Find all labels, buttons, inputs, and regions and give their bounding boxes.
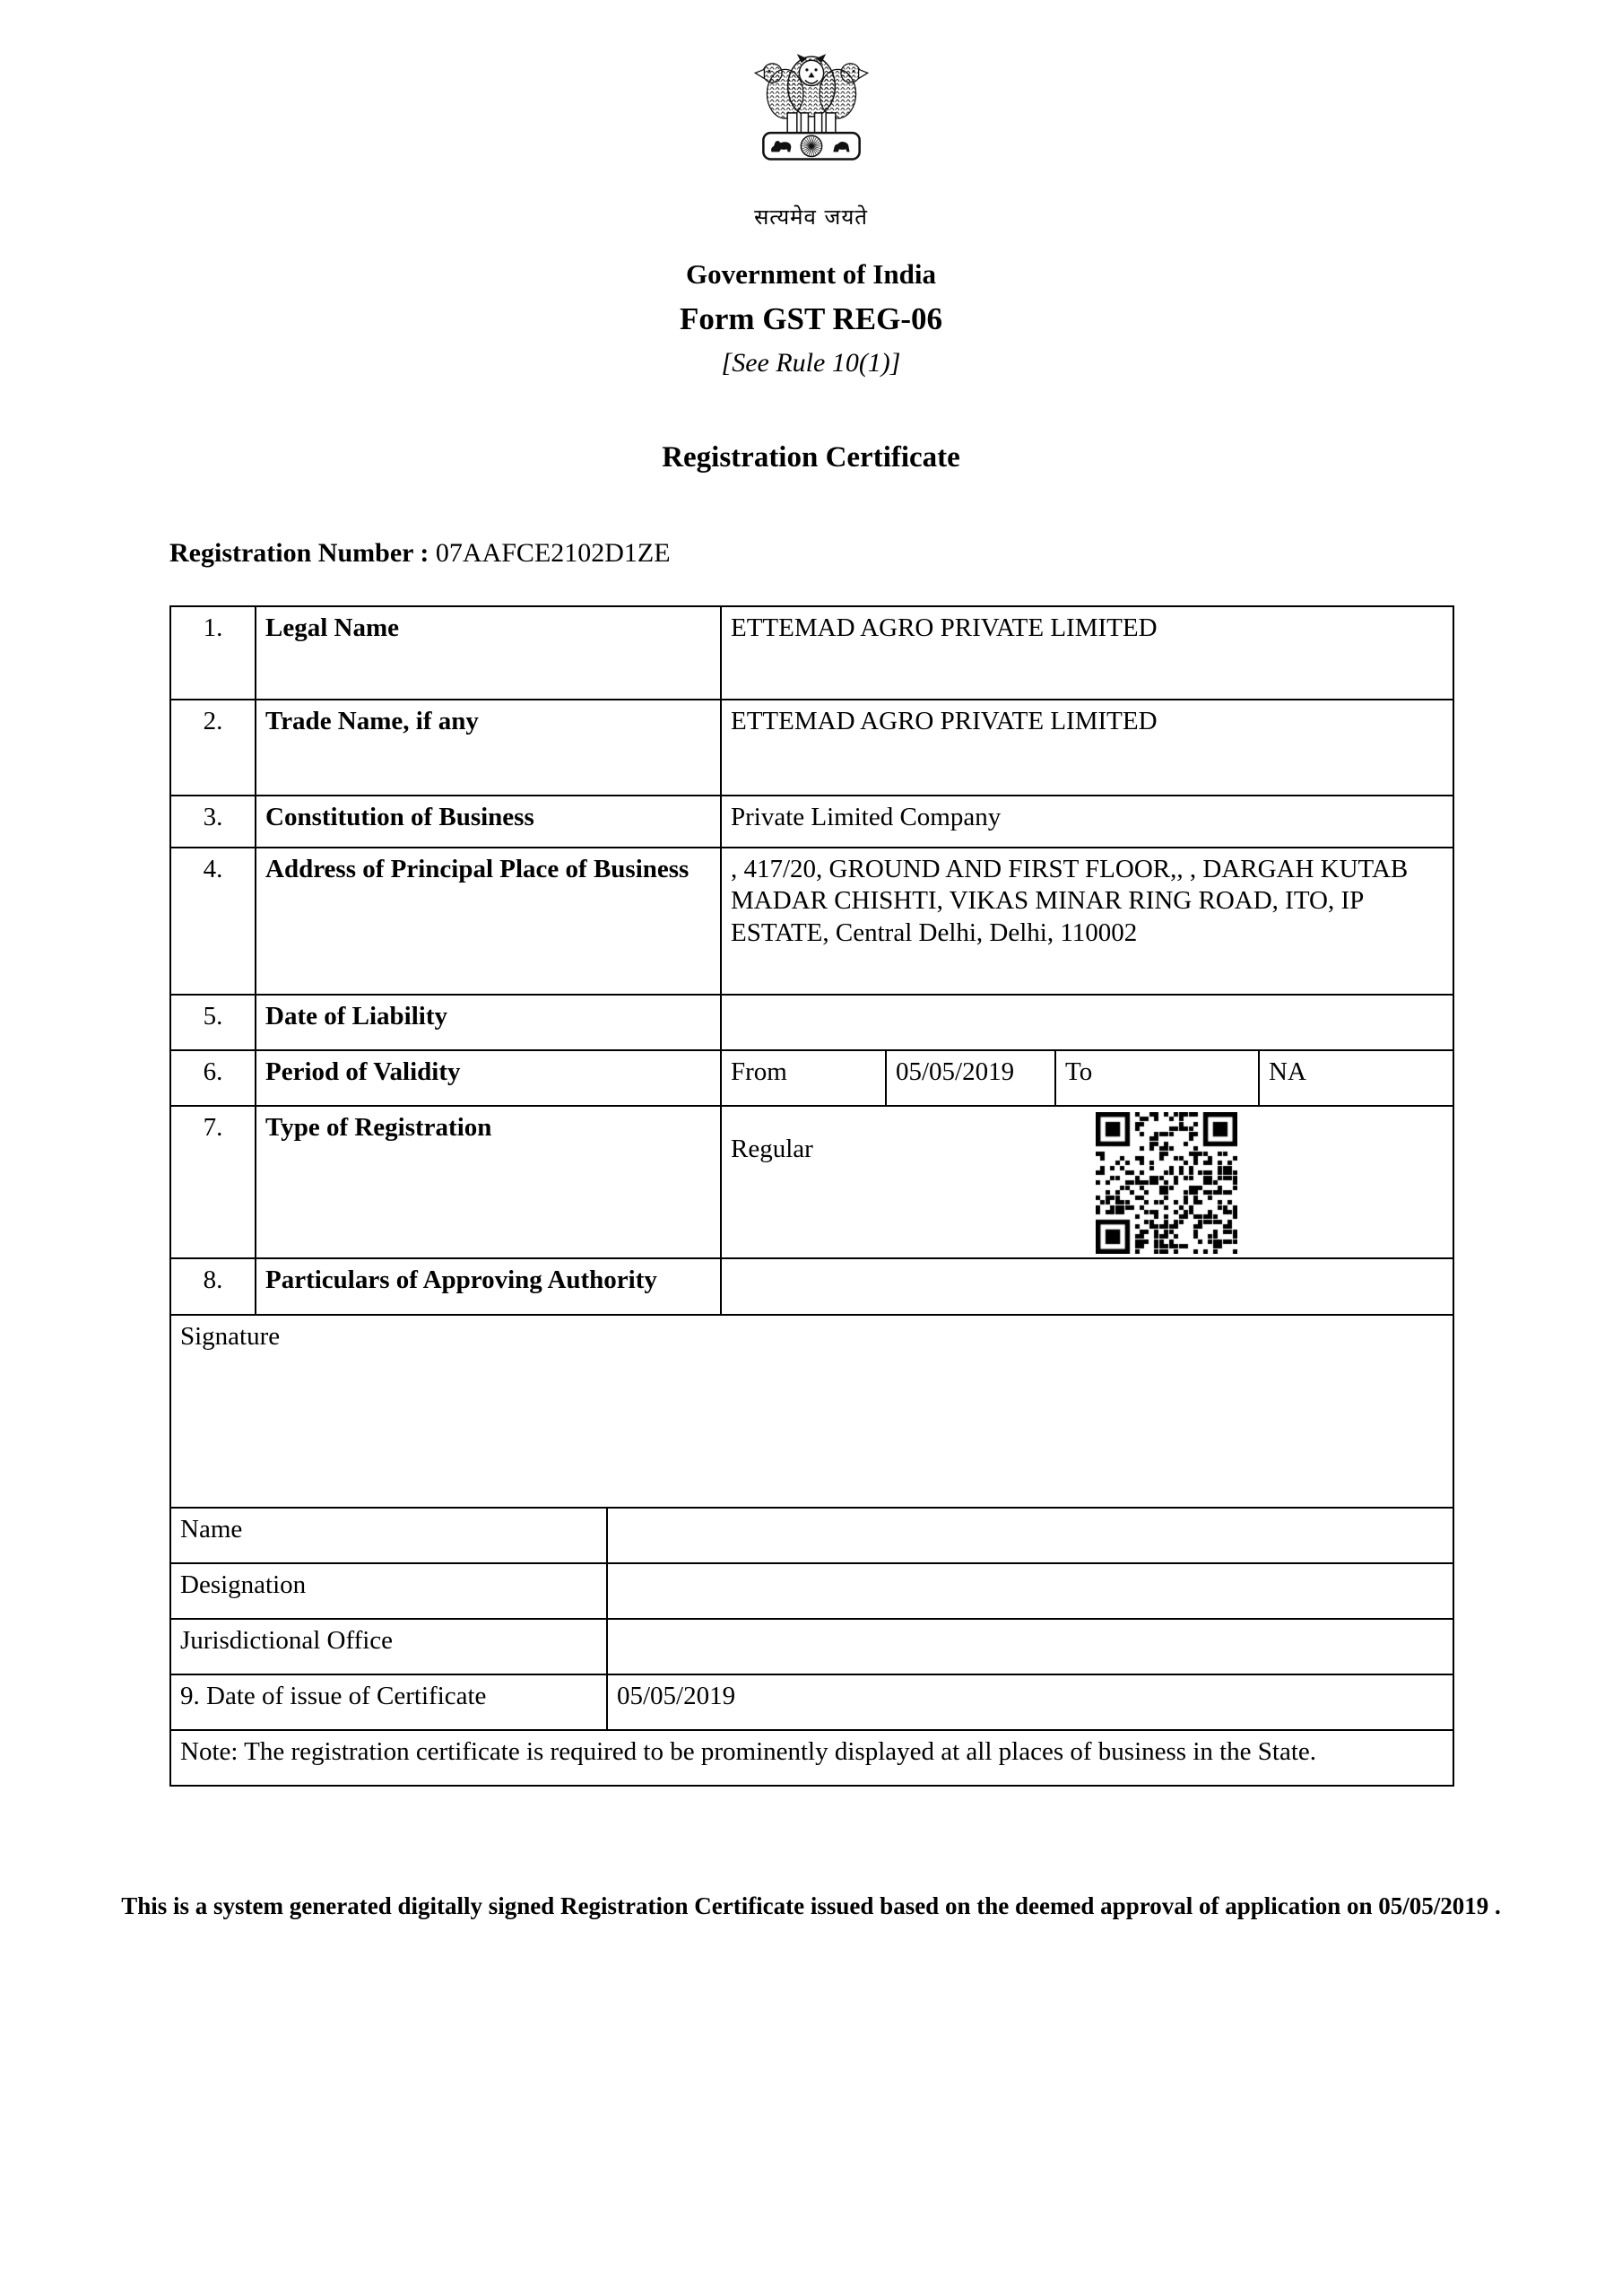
- table-row-constitution: [170, 796, 1453, 848]
- constitution-sno: 3.: [170, 796, 256, 848]
- certificate-title: Registration Certificate: [662, 441, 960, 474]
- designation-value: [607, 1563, 1453, 1619]
- name-value: [607, 1508, 1453, 1563]
- emblem-block: [0, 45, 1622, 231]
- approving-authority-label: Particulars of Approving Authority: [256, 1258, 721, 1315]
- trade-name-value: ETTEMAD AGRO PRIVATE LIMITED: [721, 700, 1453, 796]
- type-of-registration-sno: 7.: [170, 1106, 256, 1258]
- validity-from-value: 05/05/2019: [886, 1050, 1055, 1106]
- table-row-name: [170, 1508, 1453, 1563]
- table-row-designation: [170, 1563, 1453, 1619]
- table-row-legal-name: [170, 606, 1453, 700]
- emblem-motto: सत्यमेव जयते: [754, 204, 868, 230]
- validity-from-label: From: [721, 1050, 886, 1106]
- qr-code: [1096, 1112, 1237, 1254]
- date-of-issue-value: 05/05/2019: [607, 1674, 1453, 1730]
- period-of-validity-label: Period of Validity: [256, 1050, 721, 1106]
- system-generated-statement: This is a system generated digitally signed Registration Certificate issued based on the deemed approval of application on 05/05/2019 .: [121, 1892, 1501, 1919]
- table-row-period-of-validity: [170, 1050, 1453, 1106]
- address-value: , 417/20, GROUND AND FIRST FLOOR,, , DARGAH KUTAB MADAR CHISHTI, VIKAS MINAR RING ROAD, ITO, IP ESTATE, Central Delhi, Delhi, 110002: [721, 848, 1453, 995]
- period-of-validity-sno: 6.: [170, 1050, 256, 1106]
- note-text: Note: The registration certificate is required to be prominently displayed at all places of business in the State.: [170, 1730, 1453, 1786]
- address-sno: 4.: [170, 848, 256, 995]
- constitution-label: Constitution of Business: [256, 796, 721, 848]
- legal-name-sno: 1.: [170, 606, 256, 700]
- approving-authority-sno: 8.: [170, 1258, 256, 1315]
- certificate-table: [169, 605, 1454, 1787]
- table-row-date-of-liability: [170, 995, 1453, 1050]
- date-of-liability-label: Date of Liability: [256, 995, 721, 1050]
- jurisdictional-office-value: [607, 1619, 1453, 1674]
- table-row-approving-authority: [170, 1258, 1453, 1315]
- type-of-registration-label: Type of Registration: [256, 1106, 721, 1258]
- trade-name-label: Trade Name, if any: [256, 700, 721, 796]
- legal-name-value: ETTEMAD AGRO PRIVATE LIMITED: [721, 606, 1453, 700]
- date-of-issue-label: 9. Date of issue of Certificate: [170, 1674, 607, 1730]
- type-of-registration-cell: [721, 1106, 1453, 1258]
- legal-name-label: Legal Name: [256, 606, 721, 700]
- table-row-jurisdictional-office: [170, 1619, 1453, 1674]
- form-title-heading: Form GST REG-06: [680, 301, 942, 336]
- designation-label: Designation: [170, 1563, 607, 1619]
- date-of-liability-value: [721, 995, 1453, 1050]
- india-emblem-icon: [743, 45, 880, 196]
- signature-cell: Signature: [170, 1315, 1453, 1508]
- table-row-signature: [170, 1315, 1453, 1508]
- rule-reference: [See Rule 10(1)]: [721, 348, 901, 378]
- registration-number-label: Registration Number :: [169, 538, 429, 568]
- registration-number-value: 07AAFCE2102D1ZE: [435, 538, 671, 568]
- type-of-registration-value: Regular: [731, 1135, 813, 1163]
- trade-name-sno: 2.: [170, 700, 256, 796]
- name-label: Name: [170, 1508, 607, 1563]
- validity-to-label: To: [1055, 1050, 1259, 1106]
- date-of-liability-sno: 5.: [170, 995, 256, 1050]
- registration-number-line: [169, 538, 671, 569]
- table-row-note: [170, 1730, 1453, 1786]
- table-row-address: [170, 848, 1453, 995]
- government-of-india-heading: Government of India: [686, 258, 936, 290]
- approving-authority-value: [721, 1258, 1453, 1315]
- validity-to-value: NA: [1259, 1050, 1453, 1106]
- address-label: Address of Principal Place of Business: [256, 848, 721, 995]
- table-row-trade-name: [170, 700, 1453, 796]
- table-row-date-of-issue: [170, 1674, 1453, 1730]
- constitution-value: Private Limited Company: [721, 796, 1453, 848]
- jurisdictional-office-label: Jurisdictional Office: [170, 1619, 607, 1674]
- table-row-type-of-registration: [170, 1106, 1453, 1258]
